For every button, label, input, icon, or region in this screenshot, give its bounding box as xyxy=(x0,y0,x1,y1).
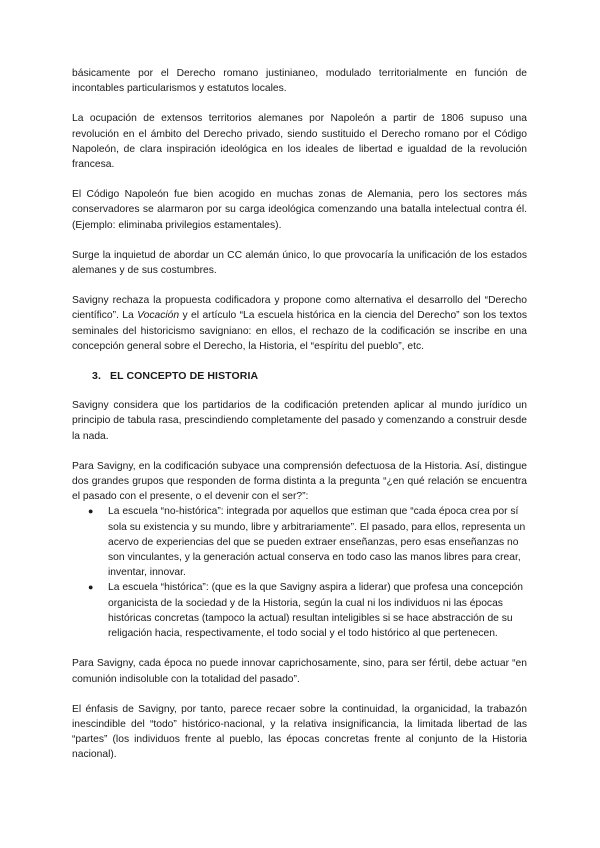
bullet-list xyxy=(72,504,527,641)
paragraph-enfasis-savigny: El énfasis de Savigny, por tanto, parece recaer sobre la continuidad, la organicidad, la trabazón inescindible del “todo” histórico-nacional, y la relativa insignificancia, la limitada libertad de las “partes” (los individuos frente al pueblo, las épocas concretas frente al conjunto de la Historia nacional). xyxy=(72,703,527,761)
paragraph-codigo-napoleon: El Código Napoleón fue bien acogido en muchas zonas de Alemania, pero los sectores más conservadores se alarmaron por su carga ideológica comenzando una batalla intelectual contra él. (Ejemplo: eliminaba privilegios estamentales). xyxy=(72,189,527,231)
paragraph-ocupacion-napoleon: La ocupación de extensos territorios alemanes por Napoleón a partir de 1806 supuso una revolución en el ámbito del Derecho privado, siendo sustituido el Derecho romano por el Código Napoleón, de clara inspiración ideológica en los ideales de libertad e igualdad de la revolución francesa. xyxy=(72,113,527,171)
section-heading xyxy=(72,369,527,384)
list-item-text: La escuela “histórica”: (que es la que Savigny aspira a liderar) que profesa una concepción organicista de la sociedad y de la Historia, según la cual ni los individuos ni las épocas históricas concretas (tampoco la actual) resultan inteligibles si se hace abstracción de su religación hacia, respectivamente, el todo social y el todo histórico al que pertenecen. xyxy=(108,582,523,640)
list-item-text: La escuela “no-histórica”: integrada por aquellos que estiman que “cada época crea por sí sola su existencia y su mundo, libre y arbitrariamente”. El pasado, para ellos, representa un acervo de experiencias del que se pueden extraer enseñanzas, pero esas enseñanzas no son vinculantes, y la generación actual conserva en todo caso las manos libres para crear, inventar, innovar. xyxy=(108,506,526,579)
bullet-icon: ● xyxy=(88,506,94,517)
paragraph-text: Savigny rechaza la propuesta codificadora y propone como alternativa el desarrollo del “Derecho científico”. La xyxy=(72,295,527,322)
emphasis-vocacion: Vocación xyxy=(137,310,180,322)
list-item xyxy=(72,580,527,641)
bullet-icon: ● xyxy=(88,582,94,593)
paragraph-cc-aleman: Surge la inquietud de abordar un CC alemán único, lo que provocaría la unificación de los estados alemanes y de sus costumbres. xyxy=(72,249,527,277)
paragraph-tabula-rasa: Savigny considera que los partidarios de la codificación pretenden aplicar al mundo jurídico un principio de tabula rasa, prescindiendo completamente del pasado y comenzando a construir desde la nada. xyxy=(72,400,527,442)
list-item xyxy=(72,504,527,580)
paragraph-cada-epoca: Para Savigny, cada época no puede innovar caprichosamente, sino, para ser fértil, debe actuar “en comunión indisoluble con la totalidad del pasado”. xyxy=(72,658,527,685)
paragraph-text: y el artículo “La escuela histórica en la ciencia del Derecho” son los textos seminales del historicismo savigniano: en ellos, el rechazo de la codificación se inscribe en una concepción general sobre el Derecho, la Historia, el “espíritu del pueblo”, etc. xyxy=(72,310,527,352)
paragraph-savigny-rechaza xyxy=(72,293,527,354)
heading-number: 3. xyxy=(92,370,101,383)
document-page xyxy=(72,66,527,778)
paragraph-comprension-historia: Para Savigny, en la codificación subyace una comprensión defectuosa de la Historia. Así, distingue dos grandes grupos que responden de forma distinta a la pregunta “¿en qué relación se encuentra el pasado con el presente, o el devenir con el ser?”: xyxy=(72,460,527,503)
paragraph-derecho-romano: básicamente por el Derecho romano justinianeo, modulado territorialmente en función de incontables particularismos y estatutos locales. xyxy=(72,68,527,95)
heading-title: EL CONCEPTO DE HISTORIA xyxy=(110,370,259,383)
